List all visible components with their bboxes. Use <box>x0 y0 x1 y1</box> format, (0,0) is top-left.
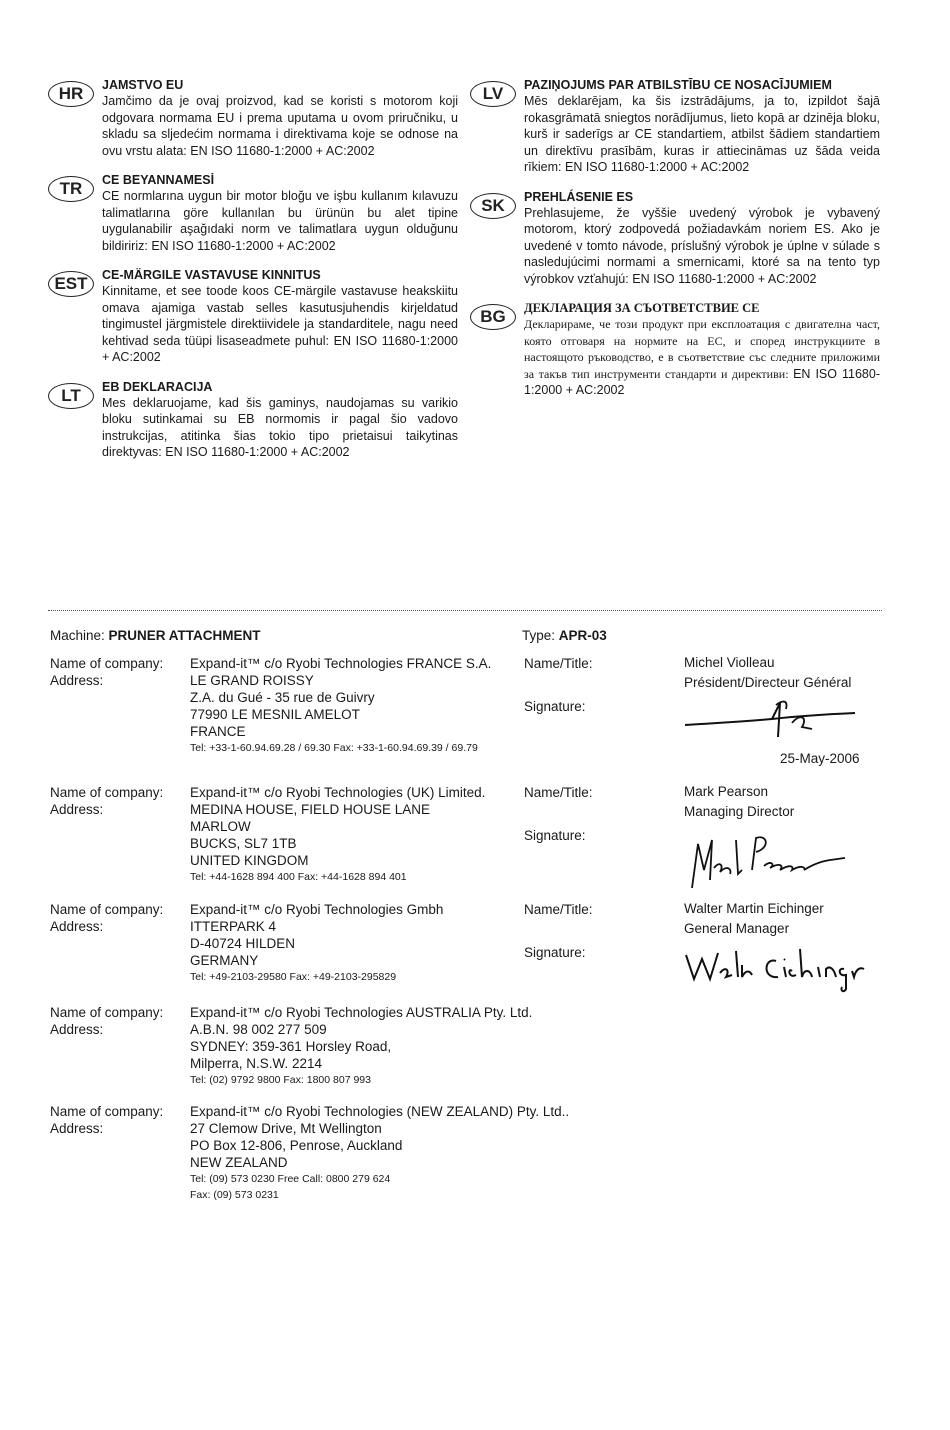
standard-reference: EN ISO 11680-1:2000 + AC:2002 <box>151 238 336 253</box>
signer-name: Mark Pearson <box>684 784 769 799</box>
type-label: Type: <box>522 628 556 643</box>
standard-reference: EN ISO 11680-1:2000 + AC:2002 <box>165 445 350 459</box>
signature-label: Signature: <box>524 699 586 714</box>
company-contact: Tel: (09) 573 0230 Free Call: 0800 279 624 <box>190 1173 391 1185</box>
language-badge-hr: HR <box>48 81 94 107</box>
company-name: Expand-it™ c/o Ryobi Technologies Gmbh <box>190 902 444 917</box>
company-contact: Tel: (02) 9792 9800 Fax: 1800 807 993 <box>190 1074 371 1086</box>
declaration-est <box>48 268 458 366</box>
company-address: Expand-it™ c/o Ryobi Technologies Gmbh ITTERPARK 4 D-40724 HILDEN GERMANY Tel: +49-2103-29580 Fax: +49-2103-295829 <box>190 902 444 983</box>
standard-reference: EN ISO 11680-1:2000 + AC:2002 <box>190 143 375 158</box>
declaration-title: EB DEKLARACIJA <box>102 379 213 394</box>
declaration-bg <box>470 301 880 399</box>
company-name: Expand-it™ c/o Ryobi Technologies (UK) Limited. <box>190 785 486 800</box>
declaration-hr <box>48 78 458 159</box>
name-title-label: Name/Title: <box>524 656 593 671</box>
language-badge-lt: LT <box>48 383 94 409</box>
name-title-label: Name/Title: <box>524 785 593 800</box>
declaration-body: Mes deklaruojame, kad šis gaminys, naudojamas su varikio bloku sutinkamai su EB normomis ir pagal šio vadovo instrukcijas, atitinka šias tokio tipo prietaisui taikytinas direktyvas: EN ISO 11680-1:2000 + AC:2002 <box>102 395 458 459</box>
declaration-title: CE-MÄRGILE VASTAVUSE KINNITUS <box>102 268 321 282</box>
language-badge-bg: BG <box>470 304 516 330</box>
name-title-label: Name/Title: <box>524 902 593 917</box>
language-badge-lv: LV <box>470 81 516 107</box>
signer-title: General Manager <box>684 921 790 936</box>
signature-michel-violleau <box>680 695 860 750</box>
declaration-body: Mēs deklarējam, ka šis izstrādājums, ja to, izpildot šajā rokasgrāmatā sniegtos norādījumus, lieto kopā ar dzinēja bloku, kurš ir saderīgs ar CE standartiem, atbilst šādiem standartiem un direktīvu prasībām, kuras ir attiecināmas uz šāda veida rīkiem: EN ISO 11680-1:2000 + AC:2002 <box>524 94 880 174</box>
signer-info <box>684 653 851 693</box>
signature-label: Signature: <box>524 828 586 843</box>
type-value: APR-03 <box>558 628 607 643</box>
company-address: Expand-it™ c/o Ryobi Technologies (UK) Limited. MEDINA HOUSE, FIELD HOUSE LANE MARLOW BUCKS, SL7 1TB UNITED KINGDOM Tel: +44-1628 894 400 Fax: +44-1628 894 401 <box>190 785 486 883</box>
declaration-body: CE normlarına uygun bir motor bloğu ve işbu kullanım kılavuzu talimatlarına göre kullanılan bu ürünün bu alet tipine uygulanabilir aşağıdaki norm ve talimatlara uygun olduğunu bildiririz: EN ISO 11680-1:2000 + AC:2002 <box>102 189 458 253</box>
signer-title: Managing Director <box>684 804 795 819</box>
signer-name: Michel Violleau <box>684 655 775 670</box>
company-contact: Tel: +33-1-60.94.69.28 / 69.30 Fax: +33-1-60.94.69.39 / 69.79 <box>190 742 478 754</box>
declaration-title: PREHLÁSENIE ES <box>524 189 634 204</box>
declarations-right-column <box>470 78 880 411</box>
machine-label: Machine: <box>50 628 105 643</box>
company-address: Expand-it™ c/o Ryobi Technologies AUSTRALIA Pty. Ltd. A.B.N. 98 002 277 509 SYDNEY: 359-361 Horsley Road, Milperra, N.S.W. 2214 Tel: (02) 9792 9800 Fax: 1800 807 993 <box>190 1005 533 1086</box>
dotted-divider <box>48 610 882 611</box>
declaration-body: Prehlasujeme, že vyššie uvedený výrobok je vybavený motorom, ktorý zodpovedá požiadavkám noriem ES. Ako je uvedené v tomto návode, príslušný výrobok je úplne v súlade s nasledujúcimi normami a smernicami, ktoré sa na tento typ výrobkov vzťahujú: EN ISO 11680-1:2000 + AC:2002 <box>524 205 880 286</box>
company-name: Expand-it™ c/o Ryobi Technologies FRANCE S.A. <box>190 656 492 671</box>
signature-date: 25-May-2006 <box>780 751 860 766</box>
company-name: Expand-it™ c/o Ryobi Technologies (NEW ZEALAND) Pty. Ltd.. <box>190 1104 570 1119</box>
declaration-title: ДЕКЛАРАЦИЯ ЗА СЪОТВЕТСТВИЕ CE <box>524 301 760 315</box>
signer-title: Président/Directeur Général <box>684 675 852 690</box>
company-address: Expand-it™ c/o Ryobi Technologies (NEW ZEALAND) Pty. Ltd.. 27 Clemow Drive, Mt Wellington PO Box 12-806, Penrose, Auckland NEW ZEALAND Tel: (09) 573 0230 Free Call: 0800 279 624 Fax: (09) 573 0231 <box>190 1104 570 1201</box>
company-label: Name of company: Address: <box>50 1104 164 1136</box>
signer-info <box>684 782 794 822</box>
company-label: Name of company: Address: <box>50 656 164 688</box>
type-line <box>522 627 607 644</box>
standard-reference: EN ISO 11680-1:2000 + AC:2002 <box>524 366 881 397</box>
company-contact: Fax: (09) 573 0231 <box>190 1189 279 1201</box>
company-label: Name of company: Address: <box>50 902 164 934</box>
machine-line <box>50 627 261 644</box>
declaration-body: Jamčimo da je ovaj proizvod, kad se koristi s motorom koji odgovara normama EU i prema uputama u ovom priručniku, u skladu sa sljedećim normama i direktivama koje se odnose na ovu vrstu alata: EN ISO 11680-1:2000 + AC:2002 <box>102 94 458 158</box>
declaration-body: Kinnitame, et see toode koos CE-märgile vastavuse heakskiitu omava ajamiga vastab selles kasutusjuhendis kirjeldatud tingimustel järgmistele direktiividele ja standarditele, nagu need kehtivad seda tüüpi lisaseadmete puhul: EN ISO 11680-1:2000 + AC:2002 <box>102 284 458 364</box>
declaration-sk <box>470 190 880 288</box>
company-label: Name of company: Address: <box>50 1005 164 1037</box>
declaration-title: PAZIŅOJUMS PAR ATBILSTĪBU CE NOSACĪJUMIEM <box>524 78 832 92</box>
standard-reference: EN ISO 11680-1:2000 + AC:2002 <box>102 333 458 364</box>
signature-label: Signature: <box>524 945 586 960</box>
declaration-lv <box>470 78 880 176</box>
company-contact: Tel: +44-1628 894 400 Fax: +44-1628 894 401 <box>190 871 407 883</box>
standard-reference: EN ISO 11680-1:2000 + AC:2002 <box>632 271 817 286</box>
signer-info <box>684 899 824 939</box>
company-address: Expand-it™ c/o Ryobi Technologies FRANCE S.A. LE GRAND ROISSY Z.A. du Gué - 35 rue de Guivry 77990 LE MESNIL AMELOT FRANCE Tel: +33-1-60.94.69.28 / 69.30 Fax: +33-1-60.94.69.39 / 69.79 <box>190 656 492 754</box>
declaration-title: JAMSTVO EU <box>102 78 184 92</box>
declaration-lt <box>48 380 458 461</box>
signer-name: Walter Martin Eichinger <box>684 901 824 916</box>
declaration-tr <box>48 173 458 254</box>
company-label: Name of company: Address: <box>50 785 164 817</box>
language-badge-tr: TR <box>48 176 94 202</box>
company-name: Expand-it™ c/o Ryobi Technologies AUSTRALIA Pty. Ltd. <box>190 1005 533 1020</box>
declaration-title: CE BEYANNAMESİ <box>102 173 215 187</box>
company-contact: Tel: +49-2103-29580 Fax: +49-2103-295829 <box>190 971 397 983</box>
signature-mark-pearson <box>680 830 850 895</box>
standard-reference: EN ISO 11680-1:2000 + AC:2002 <box>564 160 750 174</box>
language-badge-est: EST <box>48 271 94 297</box>
signature-walter-eichinger <box>680 943 870 998</box>
machine-value: PRUNER ATTACHMENT <box>108 628 261 643</box>
declarations-left-column <box>48 78 458 473</box>
language-badge-sk: SK <box>470 193 516 219</box>
declaration-body: Декларираме, че този продукт при експлоатация с двигателна част, която отговаря на нормите на ЕС, и според инструкциите в настоящото ръководство, е в съответствие със следните приложими за такъв тип инструменти стандарти и директиви: EN ISO 11680-1:2000 + AC:2002 <box>524 317 881 397</box>
